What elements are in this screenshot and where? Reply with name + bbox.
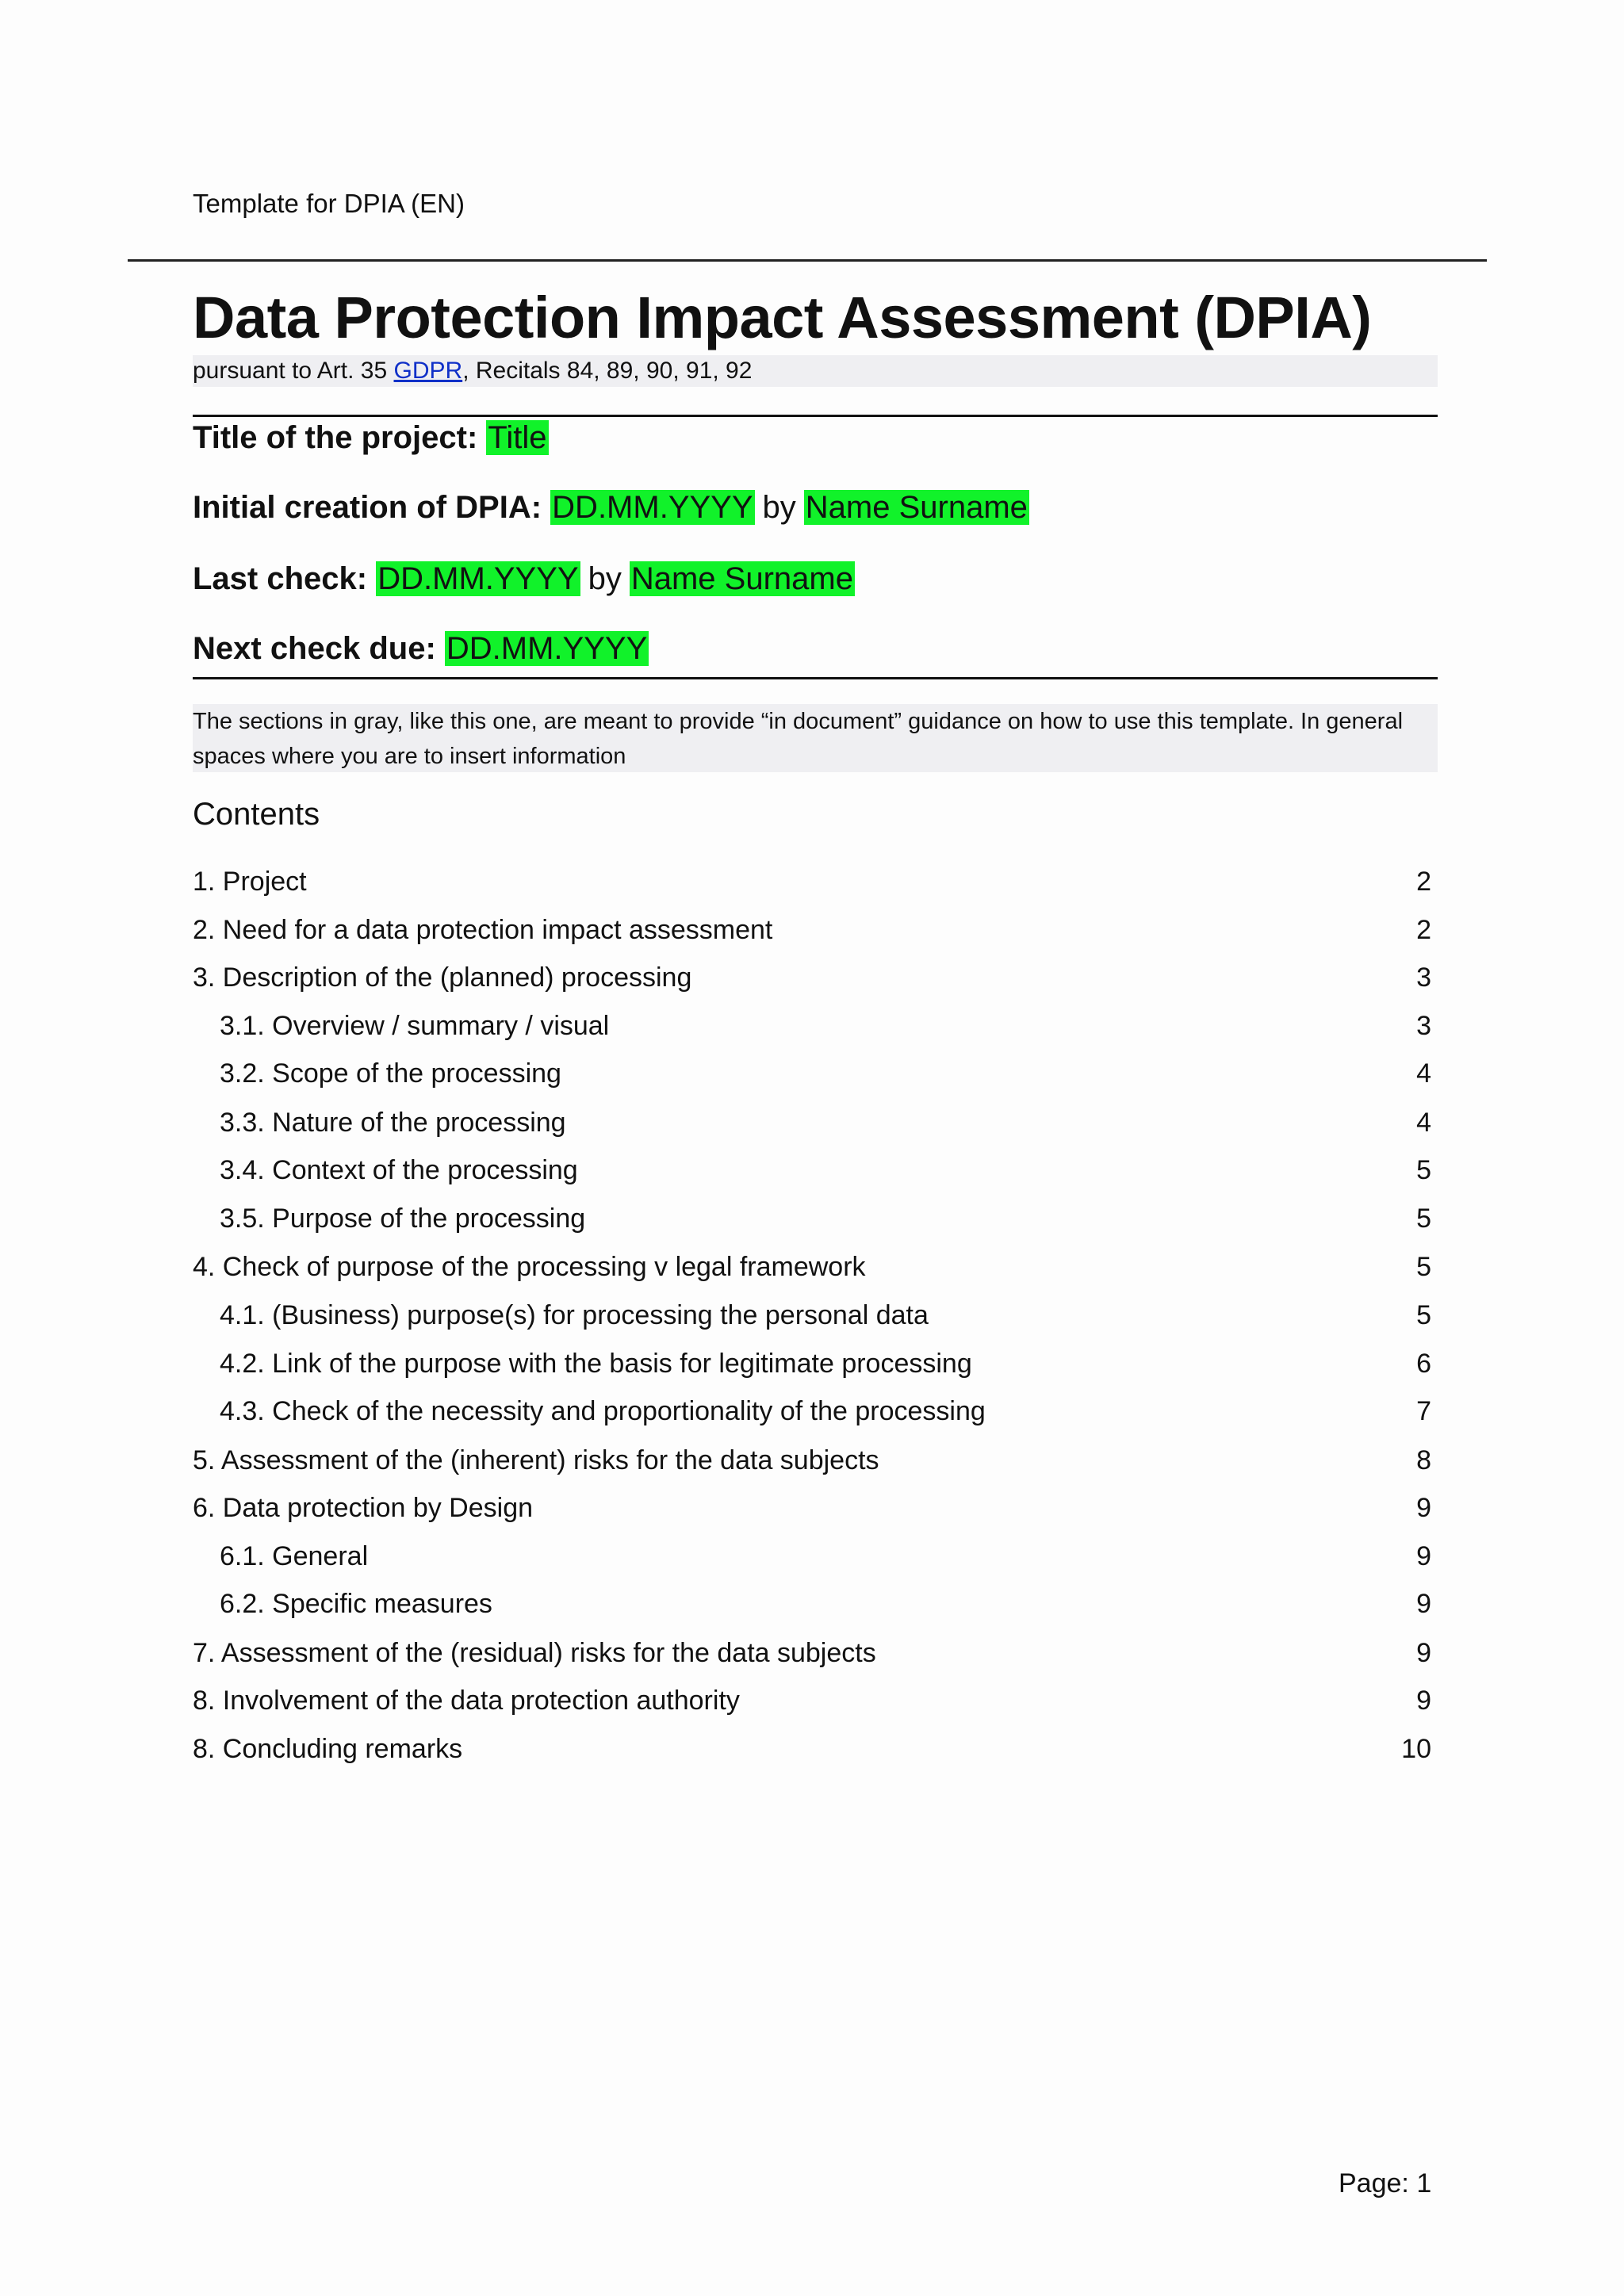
toc-entry-label: 4.3. Check of the necessity and proportionality of the processing — [220, 1396, 986, 1426]
toc-entry[interactable] — [193, 1295, 1431, 1335]
toc-entry-label: 4.2. Link of the purpose with the basis for legitimate processing — [220, 1349, 972, 1379]
toc-entry[interactable] — [193, 1441, 1431, 1480]
next-check-date[interactable]: DD.MM.YYYY — [446, 631, 648, 666]
toc-entry-page: 10 — [1401, 1734, 1431, 1764]
toc-entry-page: 5 — [1416, 1155, 1431, 1185]
toc-entry-label: 7. Assessment of the (residual) risks for the data subjects — [193, 1638, 876, 1668]
toc-entry-label: 8. Involvement of the data protection authority — [193, 1686, 740, 1716]
toc-entry-page: 8 — [1416, 1445, 1431, 1475]
toc-entry-label: 8. Concluding remarks — [193, 1734, 463, 1764]
toc-entry-page: 9 — [1416, 1541, 1431, 1571]
toc-entry[interactable] — [193, 958, 1431, 997]
toc-entry-page: 5 — [1416, 1300, 1431, 1330]
toc-entry-label: 3.1. Overview / summary / visual — [220, 1011, 610, 1041]
toc-entry-label: 1. Project — [193, 867, 307, 897]
toc-entry-label: 6.1. General — [220, 1541, 369, 1571]
toc-entry-page: 9 — [1416, 1493, 1431, 1523]
toc-entry[interactable] — [193, 1729, 1431, 1769]
toc-entry-page: 2 — [1416, 915, 1431, 945]
toc-entry[interactable] — [193, 1103, 1431, 1142]
project-title-line — [193, 417, 549, 458]
guidance-note: The sections in gray, like this one, are meant to provide “in document” guidance on how to use this template. In general spaces where you are to insert information — [193, 704, 1438, 772]
toc-entry-label: 3. Description of the (planned) processing — [193, 962, 692, 993]
toc-entry-page: 2 — [1416, 867, 1431, 897]
last-check-date[interactable]: DD.MM.YYYY — [377, 561, 579, 596]
toc-entry-label: 6.2. Specific measures — [220, 1589, 492, 1619]
toc-entry-page: 9 — [1416, 1638, 1431, 1668]
toc-entry-page: 6 — [1416, 1349, 1431, 1379]
toc-entry[interactable] — [193, 1006, 1431, 1046]
toc-entry[interactable] — [193, 1054, 1431, 1093]
project-title-label: Title of the project: — [193, 420, 478, 455]
toc-entry-label: 3.4. Context of the processing — [220, 1155, 578, 1185]
toc-entry[interactable] — [193, 1150, 1431, 1190]
toc-entry-label: 3.5. Purpose of the processing — [220, 1203, 586, 1234]
legal-basis-suffix: , Recitals 84, 89, 90, 91, 92 — [462, 358, 753, 384]
running-header: Template for DPIA (EN) — [193, 189, 465, 218]
toc-entry[interactable] — [193, 1681, 1431, 1720]
toc-entry[interactable] — [193, 1584, 1431, 1624]
toc-entry[interactable] — [193, 862, 1431, 901]
legal-basis-line — [193, 355, 1438, 387]
toc-entry-label: 3.2. Scope of the processing — [220, 1058, 561, 1089]
last-check-label: Last check: — [193, 561, 368, 596]
initial-creation-by: by — [762, 490, 796, 525]
toc-entry[interactable] — [193, 1199, 1431, 1238]
last-check-line — [193, 558, 855, 599]
toc-entry[interactable] — [193, 1391, 1431, 1431]
next-check-label: Next check due: — [193, 631, 436, 666]
initial-creation-label: Initial creation of DPIA: — [193, 490, 542, 525]
next-check-line — [193, 628, 649, 669]
toc-entry-label: 3.3. Nature of the processing — [220, 1108, 566, 1138]
gdpr-link[interactable]: GDPR — [393, 358, 463, 384]
toc-entry-page: 9 — [1416, 1686, 1431, 1716]
meta-bottom-divider — [193, 677, 1438, 679]
document-title: Data Protection Impact Assessment (DPIA) — [193, 285, 1372, 350]
page-number — [1339, 2168, 1431, 2199]
toc-entry-label: 2. Need for a data protection impact assessment — [193, 915, 773, 945]
project-title-value[interactable]: Title — [488, 420, 547, 455]
legal-basis-prefix: pursuant to Art. 35 — [193, 358, 394, 384]
initial-creation-date[interactable]: DD.MM.YYYY — [552, 490, 753, 525]
toc-entry-page: 3 — [1416, 1011, 1431, 1041]
contents-heading: Contents — [193, 797, 320, 832]
toc-entry-label: 4. Check of purpose of the processing v legal framework — [193, 1252, 866, 1282]
last-check-author[interactable]: Name Surname — [630, 561, 853, 596]
header-divider — [128, 259, 1487, 262]
toc-entry-page: 4 — [1416, 1108, 1431, 1138]
toc-entry-page: 4 — [1416, 1058, 1431, 1089]
toc-entry[interactable] — [193, 1344, 1431, 1383]
toc-entry[interactable] — [193, 1488, 1431, 1528]
toc-entry-page: 3 — [1416, 962, 1431, 993]
toc-entry-label: 6. Data protection by Design — [193, 1493, 534, 1523]
page-number-label: Page: — [1339, 2168, 1409, 2198]
toc-entry[interactable] — [193, 1536, 1431, 1576]
initial-creation-line — [193, 487, 1029, 528]
toc-entry-page: 7 — [1416, 1396, 1431, 1426]
initial-creation-author[interactable]: Name Surname — [805, 490, 1028, 525]
page-number-value: 1 — [1416, 2168, 1432, 2198]
last-check-by: by — [588, 561, 622, 596]
toc-entry-label: 5. Assessment of the (inherent) risks for the data subjects — [193, 1445, 879, 1475]
toc-entry[interactable] — [193, 1247, 1431, 1287]
toc-entry-page: 9 — [1416, 1589, 1431, 1619]
toc-entry[interactable] — [193, 1633, 1431, 1673]
toc-entry-page: 5 — [1416, 1203, 1431, 1234]
toc-entry-label: 4.1. (Business) purpose(s) for processing the personal data — [220, 1300, 929, 1330]
toc-entry[interactable] — [193, 910, 1431, 950]
toc-entry-page: 5 — [1416, 1252, 1431, 1282]
